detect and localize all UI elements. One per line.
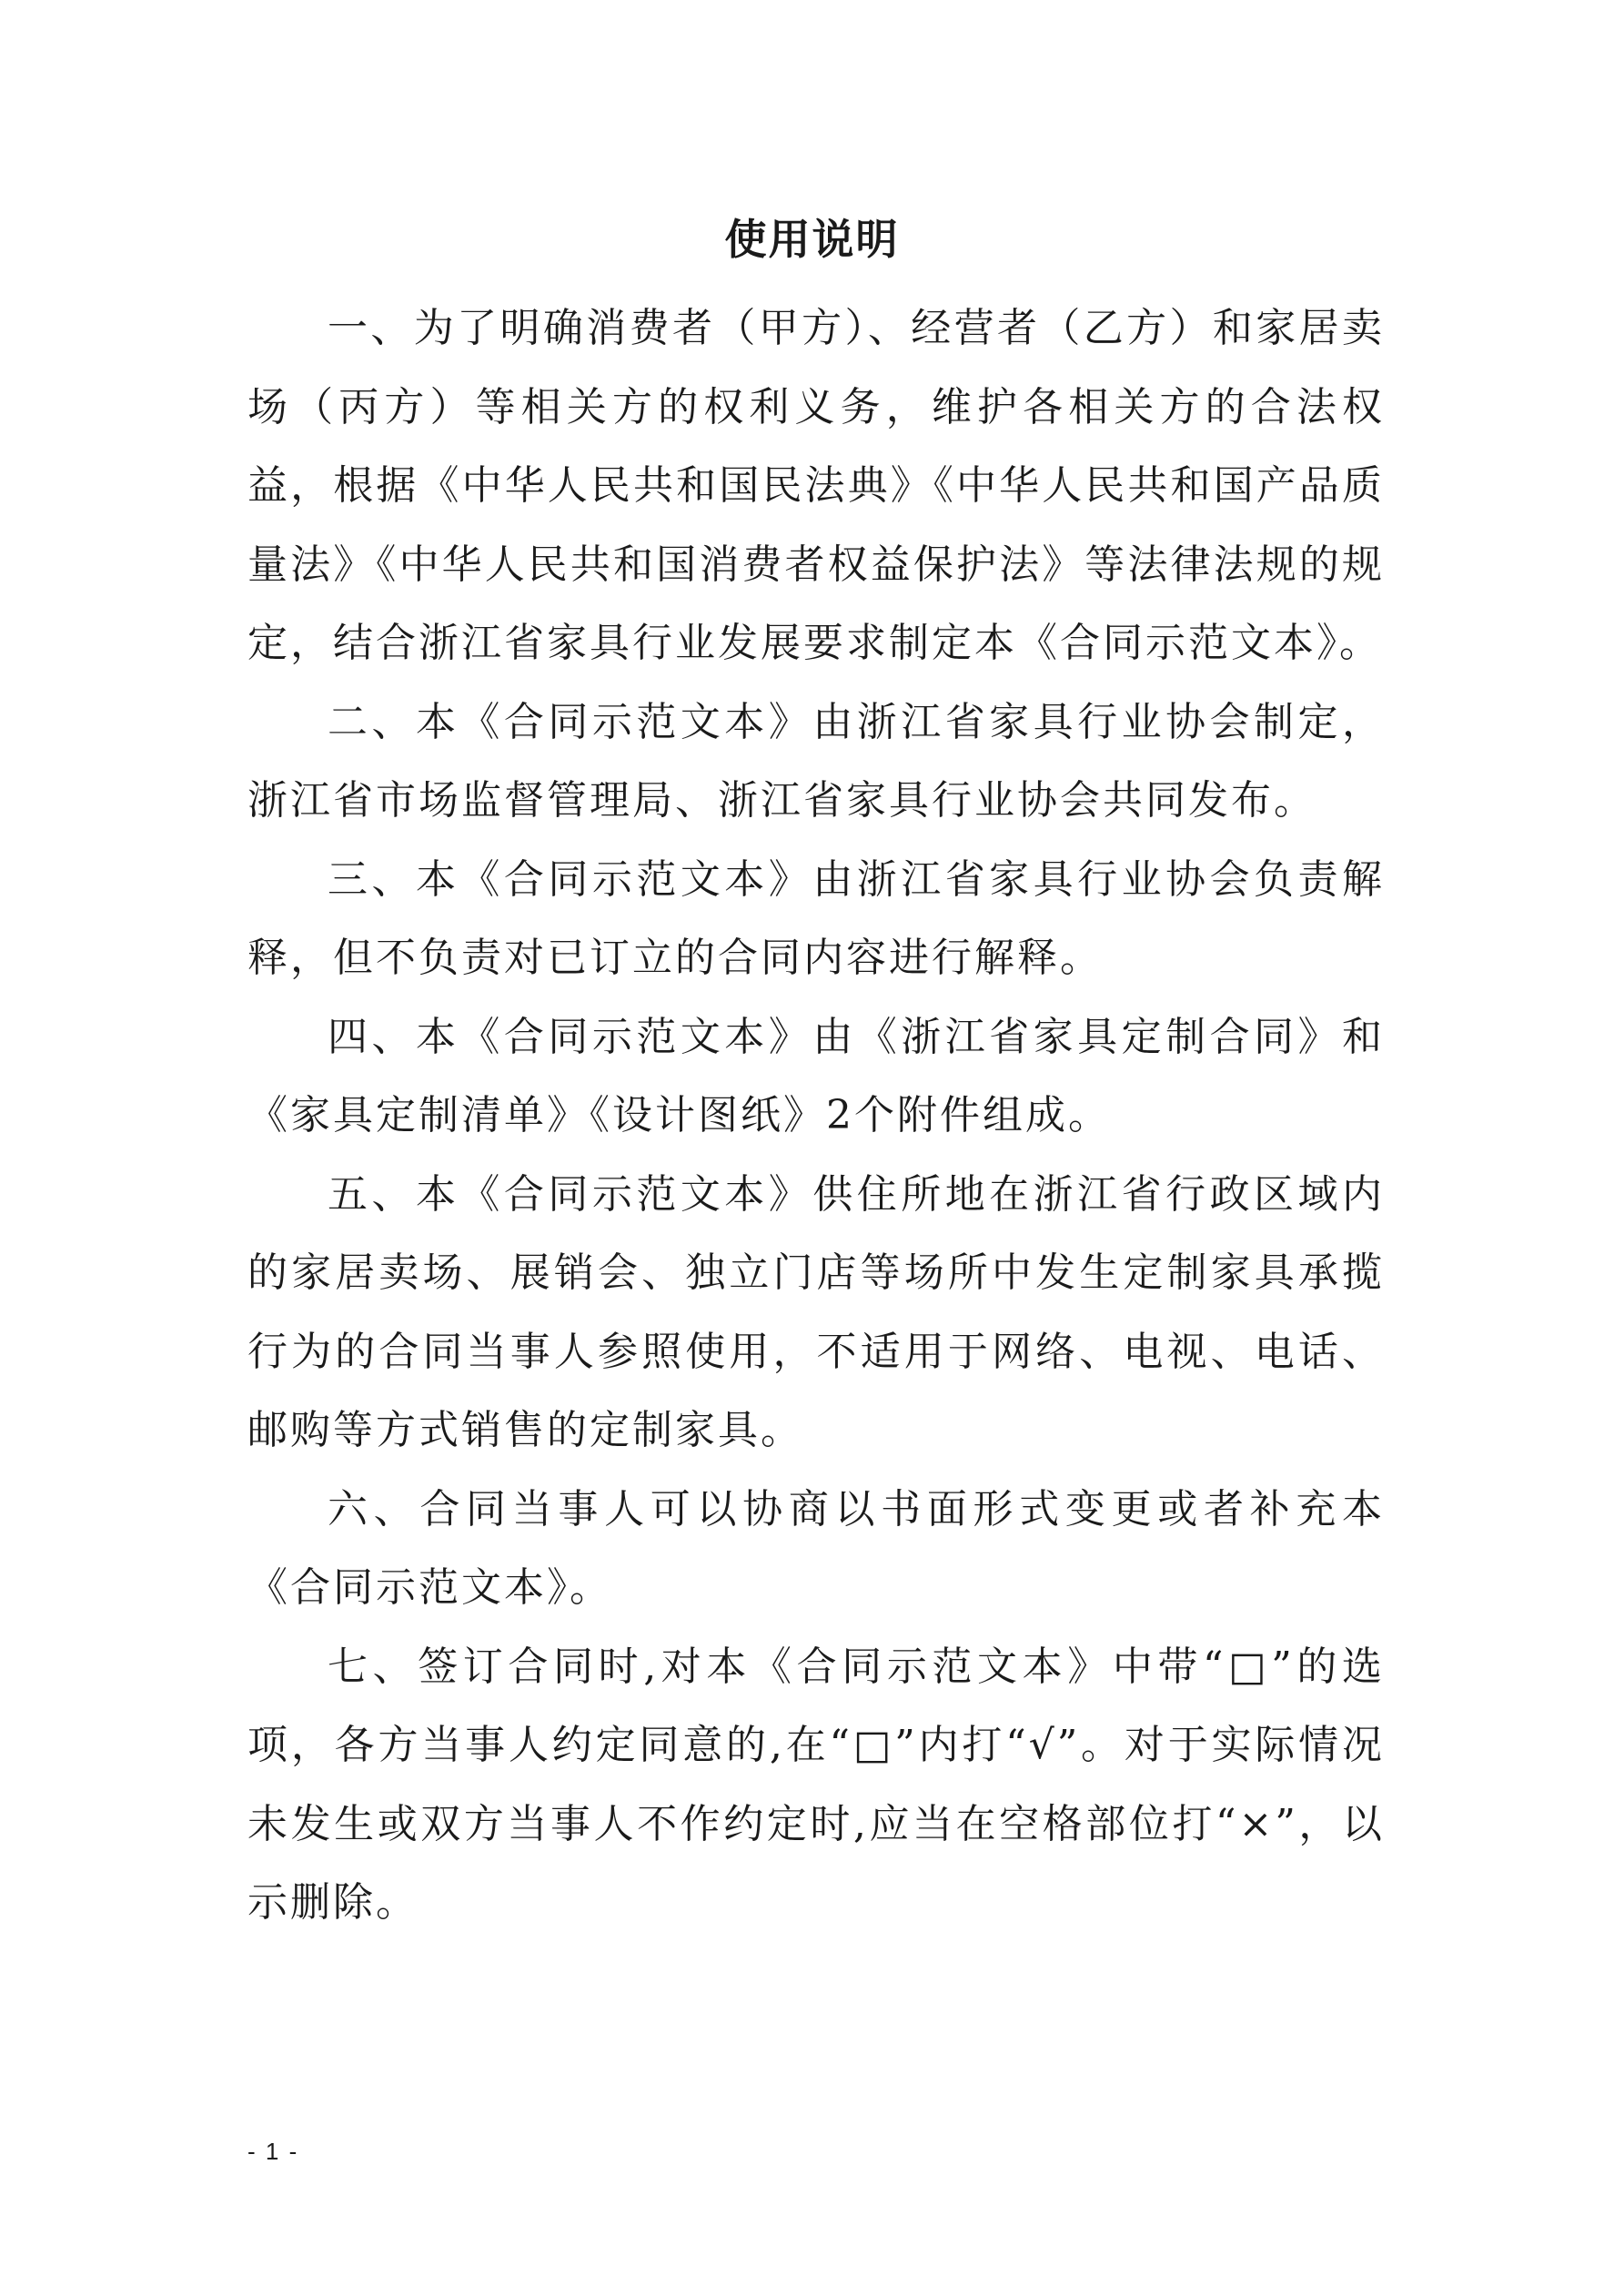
- instruction-paragraph-3: 三、本《合同示范文本》由浙江省家具行业协会负责解释，但不负责对已订立的合同内容进行解释。: [247, 855, 1385, 981]
- instructions-body: [247, 289, 1385, 1943]
- instruction-paragraph-1: 一、为了明确消费者（甲方）、经营者（乙方）和家居卖场（丙方）等相关方的权利义务，维护各相关方的合法权益，根据《中华人民共和国民法典》《中华人民共和国产品质量法》《中华人民共和国消费者权益保护法》等法律法规的规定，结合浙江省家具行业发展要求制定本《合同示范文本》。: [247, 305, 1385, 666]
- instruction-paragraph-6: 六、合同当事人可以协商以书面形式变更或者补充本《合同示范文本》。: [247, 1485, 1385, 1611]
- instruction-paragraph-5: 五、本《合同示范文本》供住所地在浙江省行政区域内的家居卖场、展销会、独立门店等场所中发生定制家具承揽行为的合同当事人参照使用，不适用于网络、电视、电话、邮购等方式销售的定制家具。: [247, 1170, 1385, 1453]
- instruction-paragraph-2: 二、本《合同示范文本》由浙江省家具行业协会制定，浙江省市场监督管理局、浙江省家具行业协会共同发布。: [247, 698, 1385, 824]
- page-number: - 1 -: [247, 2138, 299, 2165]
- instruction-paragraph-4: 四、本《合同示范文本》由《浙江省家具定制合同》和《家具定制清单》《设计图纸》2个附件组成。: [247, 1013, 1385, 1138]
- page-title: 使用说明: [724, 215, 900, 264]
- instruction-paragraph-7: 七、签订合同时,对本《合同示范文本》中带“□”的选项，各方当事人约定同意的,在“□”内打“√”。对于实际情况未发生或双方当事人不作约定时,应当在空格部位打“×”，以示删除。: [247, 1643, 1385, 1926]
